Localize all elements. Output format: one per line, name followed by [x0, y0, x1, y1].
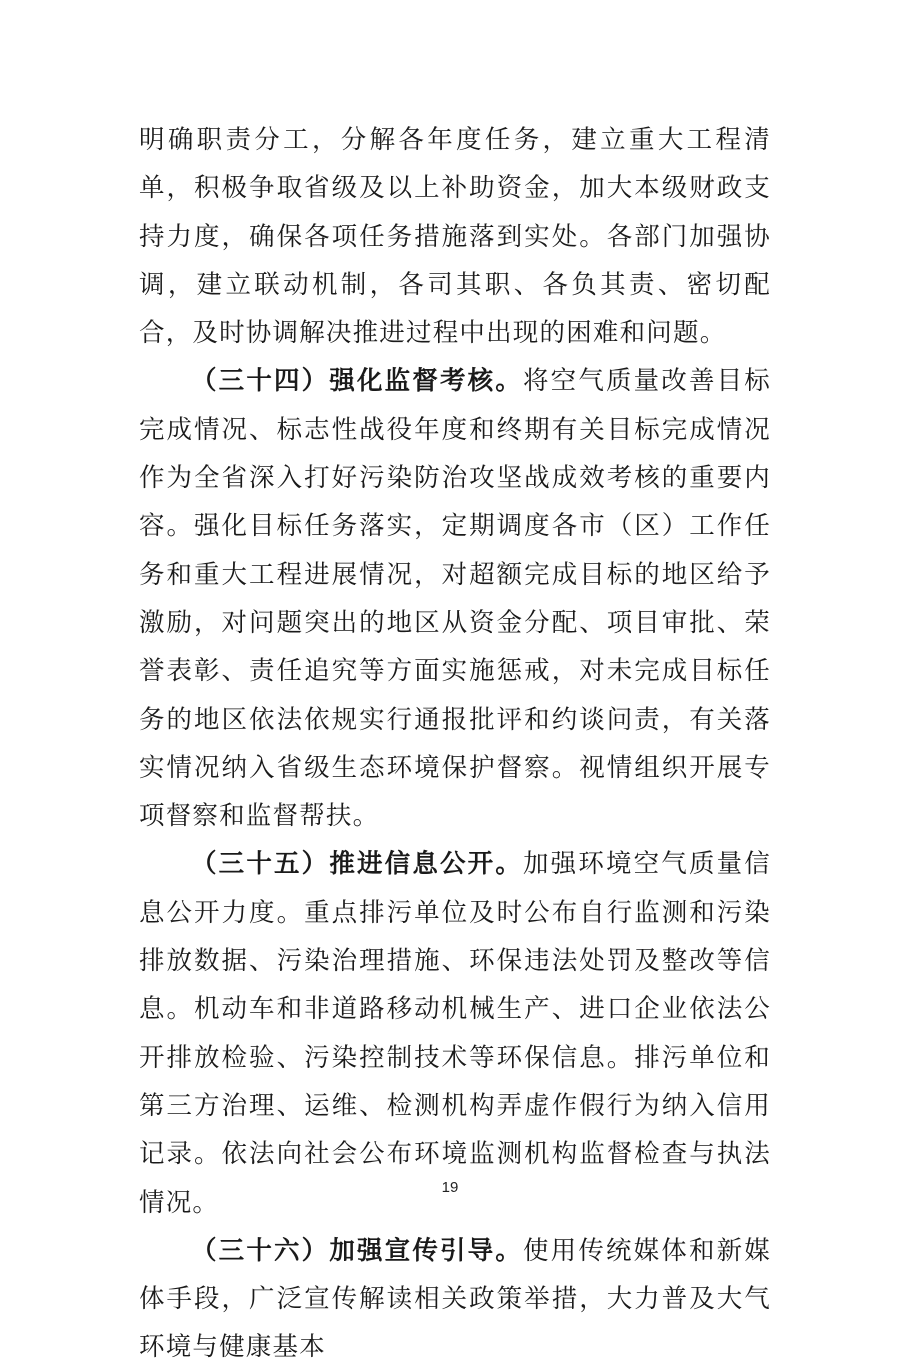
section-heading: （三十四）强化监督考核。 — [191, 366, 523, 397]
page-number: 19 — [441, 1179, 459, 1196]
paragraph-supervision-assessment — [139, 357, 771, 840]
section-heading: （三十六）加强宣传引导。 — [191, 1235, 523, 1266]
paragraph-continuation — [139, 116, 771, 357]
paragraph-text: 将空气质量改善目标完成情况、标志性战役年度和终期有关目标完成情况作为全省深入打好污染防治攻坚战成效考核的重要内容。强化目标任务落实，定期调度各市（区）工作任务和重大工程进展情况，对超额完成目标的地区给予激励，对问题突出的地区从资金分配、项目审批、荣誉表彰、责任追究等方面实施惩戒，对未完成目标任务的地区依法依规实行通报批评和约谈问责，有关落实情况纳入省级生态环境保护督察。视情组织开展专项督察和监督帮扶。 — [139, 366, 771, 832]
paragraph-text: 明确职责分工，分解各年度任务，建立重大工程清单，积极争取省级及以上补助资金，加大本级财政支持力度，确保各项任务措施落到实处。各部门加强协调，建立联动机制，各司其职、各负其责、密切配合，及时协调解决推进过程中出现的困难和问题。 — [139, 125, 771, 349]
paragraph-text: 加强环境空气质量信息公开力度。重点排污单位及时公布自行监测和污染排放数据、污染治理措施、环保违法处罚及整改等信息。机动车和非道路移动机械生产、进口企业依法公开排放检验、污染控制技术等环保信息。排污单位和第三方治理、运维、检测机构弄虚作假行为纳入信用记录。依法向社会公布环境监测机构监督检查与执法情况。 — [139, 849, 771, 1218]
paragraph-text: 使用传统媒体和新媒体手段，广泛宣传解读相关政策举措，大力普及大气环境与健康基本 — [139, 1235, 771, 1363]
section-heading: （三十五）推进信息公开。 — [191, 849, 523, 880]
paragraph-publicity-guidance — [139, 1227, 771, 1372]
paragraph-information-disclosure — [139, 840, 771, 1226]
